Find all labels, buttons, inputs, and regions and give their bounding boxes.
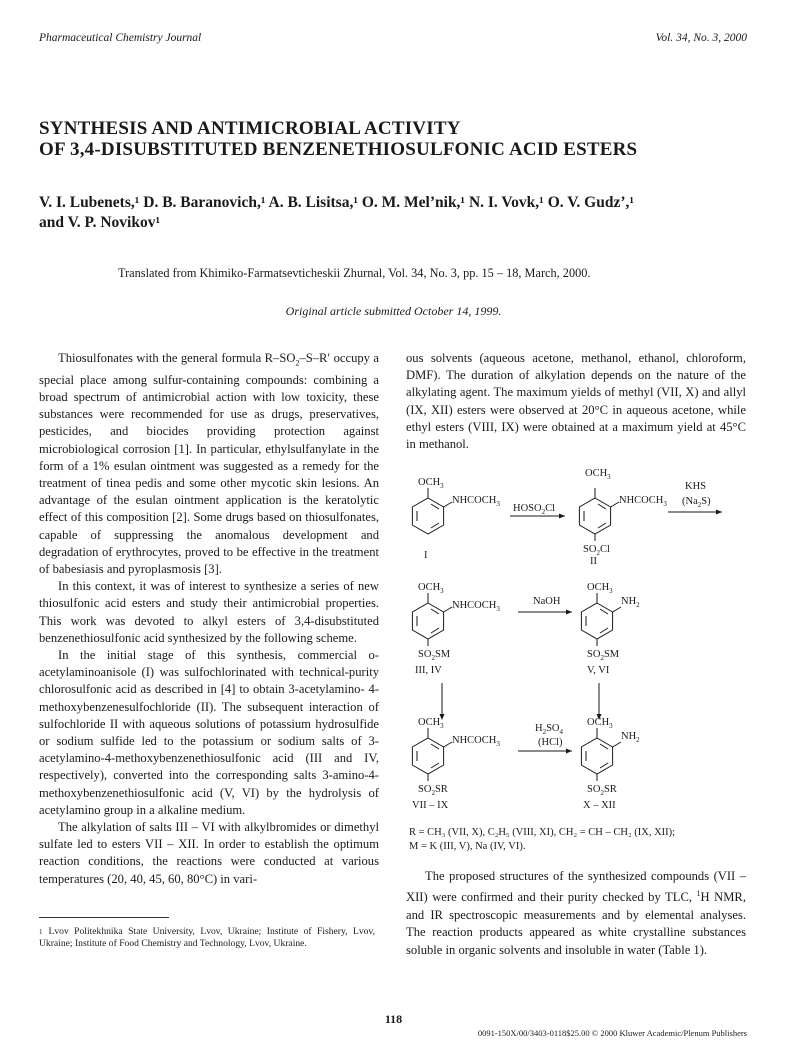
footnote: $^1$ Lvov Politekhnika State University, Lvov, Ukraine; Institute of Fishery, Lvov, Ukraine; Institute of Food Chemistry and Technology, Lvov, Ukraine.	[39, 926, 375, 950]
paragraph: Thiosulfonates with the general formula $R-SO_2-S-R'$ occupy a special place among sulfur-containing compounds: combining a broad spectrum of antimicrobial action with low toxicity, these substances were recommended for use as drugs, preservatives, pesticides, and biocides providing protection against microbiological corrosion [1]. In particular, ethylsulfanylate in the form of a 1% esulan ointment was suggested as a remedy for the treatment of tinea pedis and some other mycotic skin lesions. An advantage of the esulan ointment application is the keratolytic effect of this composition [2]. Some drugs based on thiosulfonates, capable of suppressing the anomalous development and degradation of erythrocytes, proved to be effective in the treatment of babesiasis and pyroplasmosis [3].	[39, 351, 379, 576]
authors-line-1: V. I. Lubenets,¹ D. B. Baranovich,¹ A. B. Lisitsa,¹ O. M. Mel’nik,¹ N. I. Vovk,¹ O. V. Gudz’,¹	[39, 194, 635, 211]
compound-II-structure	[579, 468, 667, 567]
paragraph: In this context, it was of interest to synthesize a series of new thiosulfonic acid esters and study their antimicrobial properties. This work was devoted to alkyl esters of 3,4-disubstituted benzenethiosulfonic acid synthesized by the following scheme.	[39, 579, 379, 645]
left-column	[39, 350, 379, 888]
footnote-divider	[39, 917, 169, 918]
copyright-line: 0091-150X/00/3403-0118$25.00 © 2000 Kluwer Academic/Plenum Publishers	[477, 1028, 747, 1038]
svg-text:NHCOCH3: $NHCOCH_3$	[452, 600, 500, 613]
svg-text:NH2: $NH_2$	[621, 731, 640, 744]
svg-text:SO2Cl: $SO_2Cl$	[583, 544, 610, 557]
label-compound-V-VI: V, VI	[587, 665, 610, 676]
title-line-1: SYNTHESIS AND ANTIMICROBIAL ACTIVITY	[39, 118, 461, 139]
authors-line-2: and V. P. Novikov¹	[39, 214, 161, 231]
label-compound-III-IV: III, IV	[415, 665, 442, 676]
svg-text:OCH3: $OCH_3$	[418, 582, 444, 595]
svg-text:NaOH: NaOH	[533, 596, 561, 607]
label-compound-X-XII: X – XII	[583, 800, 616, 811]
compound-VII-IX-structure	[412, 717, 500, 811]
paragraph: In the initial stage of this synthesis, commercial o-acetylaminoanisole (I) was sulfochlorinated with technical-purity chlorosulfonic acid as described in [4] to obtain 3-acetylamino- 4-methoxybenzenesulfochloride (II). The subsequent interaction of sulfochloride II with aqueous solutions of potassium hydrosulfide or sodium sulfide led to the potassium or sodium salts of 3- acetylamino-4-methoxybenzenethiosulfonic acid (III and IV, respectively), converted into the corresponding salts 3-amino-4-methoxybenzenethiosulfonic acid (V, VI) by the hydrolysis of acetylamino group in a alkaline medium.	[39, 647, 379, 817]
paragraph: The proposed structures of the synthesized compounds (VII – XII) were confirmed and their purity checked by TLC, $^1$H NMR, and IR spectroscopic measurements and by elemental analyses. The reaction products appeared as white crystalline substances soluble in organic solvents and insoluble in water (Table 1).	[406, 869, 746, 957]
svg-text:SO2SM: $SO_2SM$	[418, 649, 451, 662]
svg-text:NHCOCH3: $NHCOCH_3$	[452, 495, 500, 508]
article-title	[39, 118, 759, 160]
paragraph: The alkylation of salts III – VI with alkylbromides or dimethyl sulfate led to esters VII – XII. In order to establish the optimum reaction conditions, the reactions were conducted at various temperatures (20, 40, 45, 60, 80°C) in vari-	[39, 820, 379, 886]
compound-III-IV-structure	[412, 582, 500, 676]
scheme-legend	[409, 826, 675, 854]
svg-text:NHCOCH3: $NHCOCH_3$	[452, 735, 500, 748]
compound-X-XII-structure	[581, 717, 640, 811]
right-column	[406, 350, 746, 453]
svg-text:NHCOCH3: $NHCOCH_3$	[619, 495, 667, 508]
legend-line-2: M = K (III, V), Na (IV, VI).	[409, 841, 526, 852]
compound-V-VI-structure	[581, 582, 640, 676]
author-list	[39, 193, 759, 233]
submission-note: Original article submitted October 14, 1999.	[285, 304, 502, 318]
paragraph: ous solvents (aqueous acetone, methanol, ethanol, chloroform, DMF). The duration of alkylation depends on the nature of the alkylating agent. The maximum yields of methyl (VII, X) and allyl (IX, XII) esters were observed at 20°C in aqueous acetone, while ethyl esters (VIII, IX) were obtained at a maximum yield at 45°C in methanol.	[406, 351, 746, 452]
translation-note: Translated from Khimiko-Farmatsevticheskii Zhurnal, Vol. 34, No. 3, pp. 15 – 18, March, 2000.	[118, 266, 591, 280]
title-line-2: OF 3,4-DISUBSTITUTED BENZENETHIOSULFONIC ACID ESTERS	[39, 139, 638, 160]
svg-text:NH2: $NH_2$	[621, 596, 640, 609]
svg-text:SO2SM: $SO_2SM$	[587, 649, 620, 662]
svg-text:SO2SR: $SO_2SR$	[587, 784, 617, 797]
label-compound-VII-IX: VII – IX	[412, 800, 449, 811]
svg-text:OCH3: $OCH_3$	[587, 582, 613, 595]
svg-text:SO2SR: $SO_2SR$	[418, 784, 448, 797]
compound-I-structure	[412, 477, 500, 561]
svg-text:(HCl): (HCl)	[538, 737, 563, 748]
svg-text:OCH3: $OCH_3$	[587, 717, 613, 730]
journal-name: Pharmaceutical Chemistry Journal	[39, 32, 202, 44]
volume-info: Vol. 34, No. 3, 2000	[655, 32, 747, 44]
page-number: 118	[384, 1012, 403, 1026]
label-compound-I: I	[424, 550, 428, 561]
svg-text:HOSO2Cl: $HOSO_2Cl$	[513, 503, 556, 516]
reaction-scheme	[400, 468, 745, 818]
svg-text:OCH3: $OCH_3$	[418, 717, 444, 730]
svg-text:(Na2S): $(Na_2S)$	[682, 496, 711, 509]
right-column-continued	[406, 868, 746, 959]
svg-text:OCH3: $OCH_3$	[585, 468, 611, 481]
svg-text:OCH3: $OCH_3$	[418, 477, 444, 490]
legend-line-1: R = CH₃ (VII, X), C₂H₅ (VIII, XI), CH₂ = CH – CH₂ (IX, XII);	[409, 827, 676, 838]
svg-text:H2SO4: $H_2SO_4$	[535, 723, 564, 736]
label-compound-II: II	[590, 556, 597, 567]
svg-text:KHS: KHS	[685, 481, 707, 492]
